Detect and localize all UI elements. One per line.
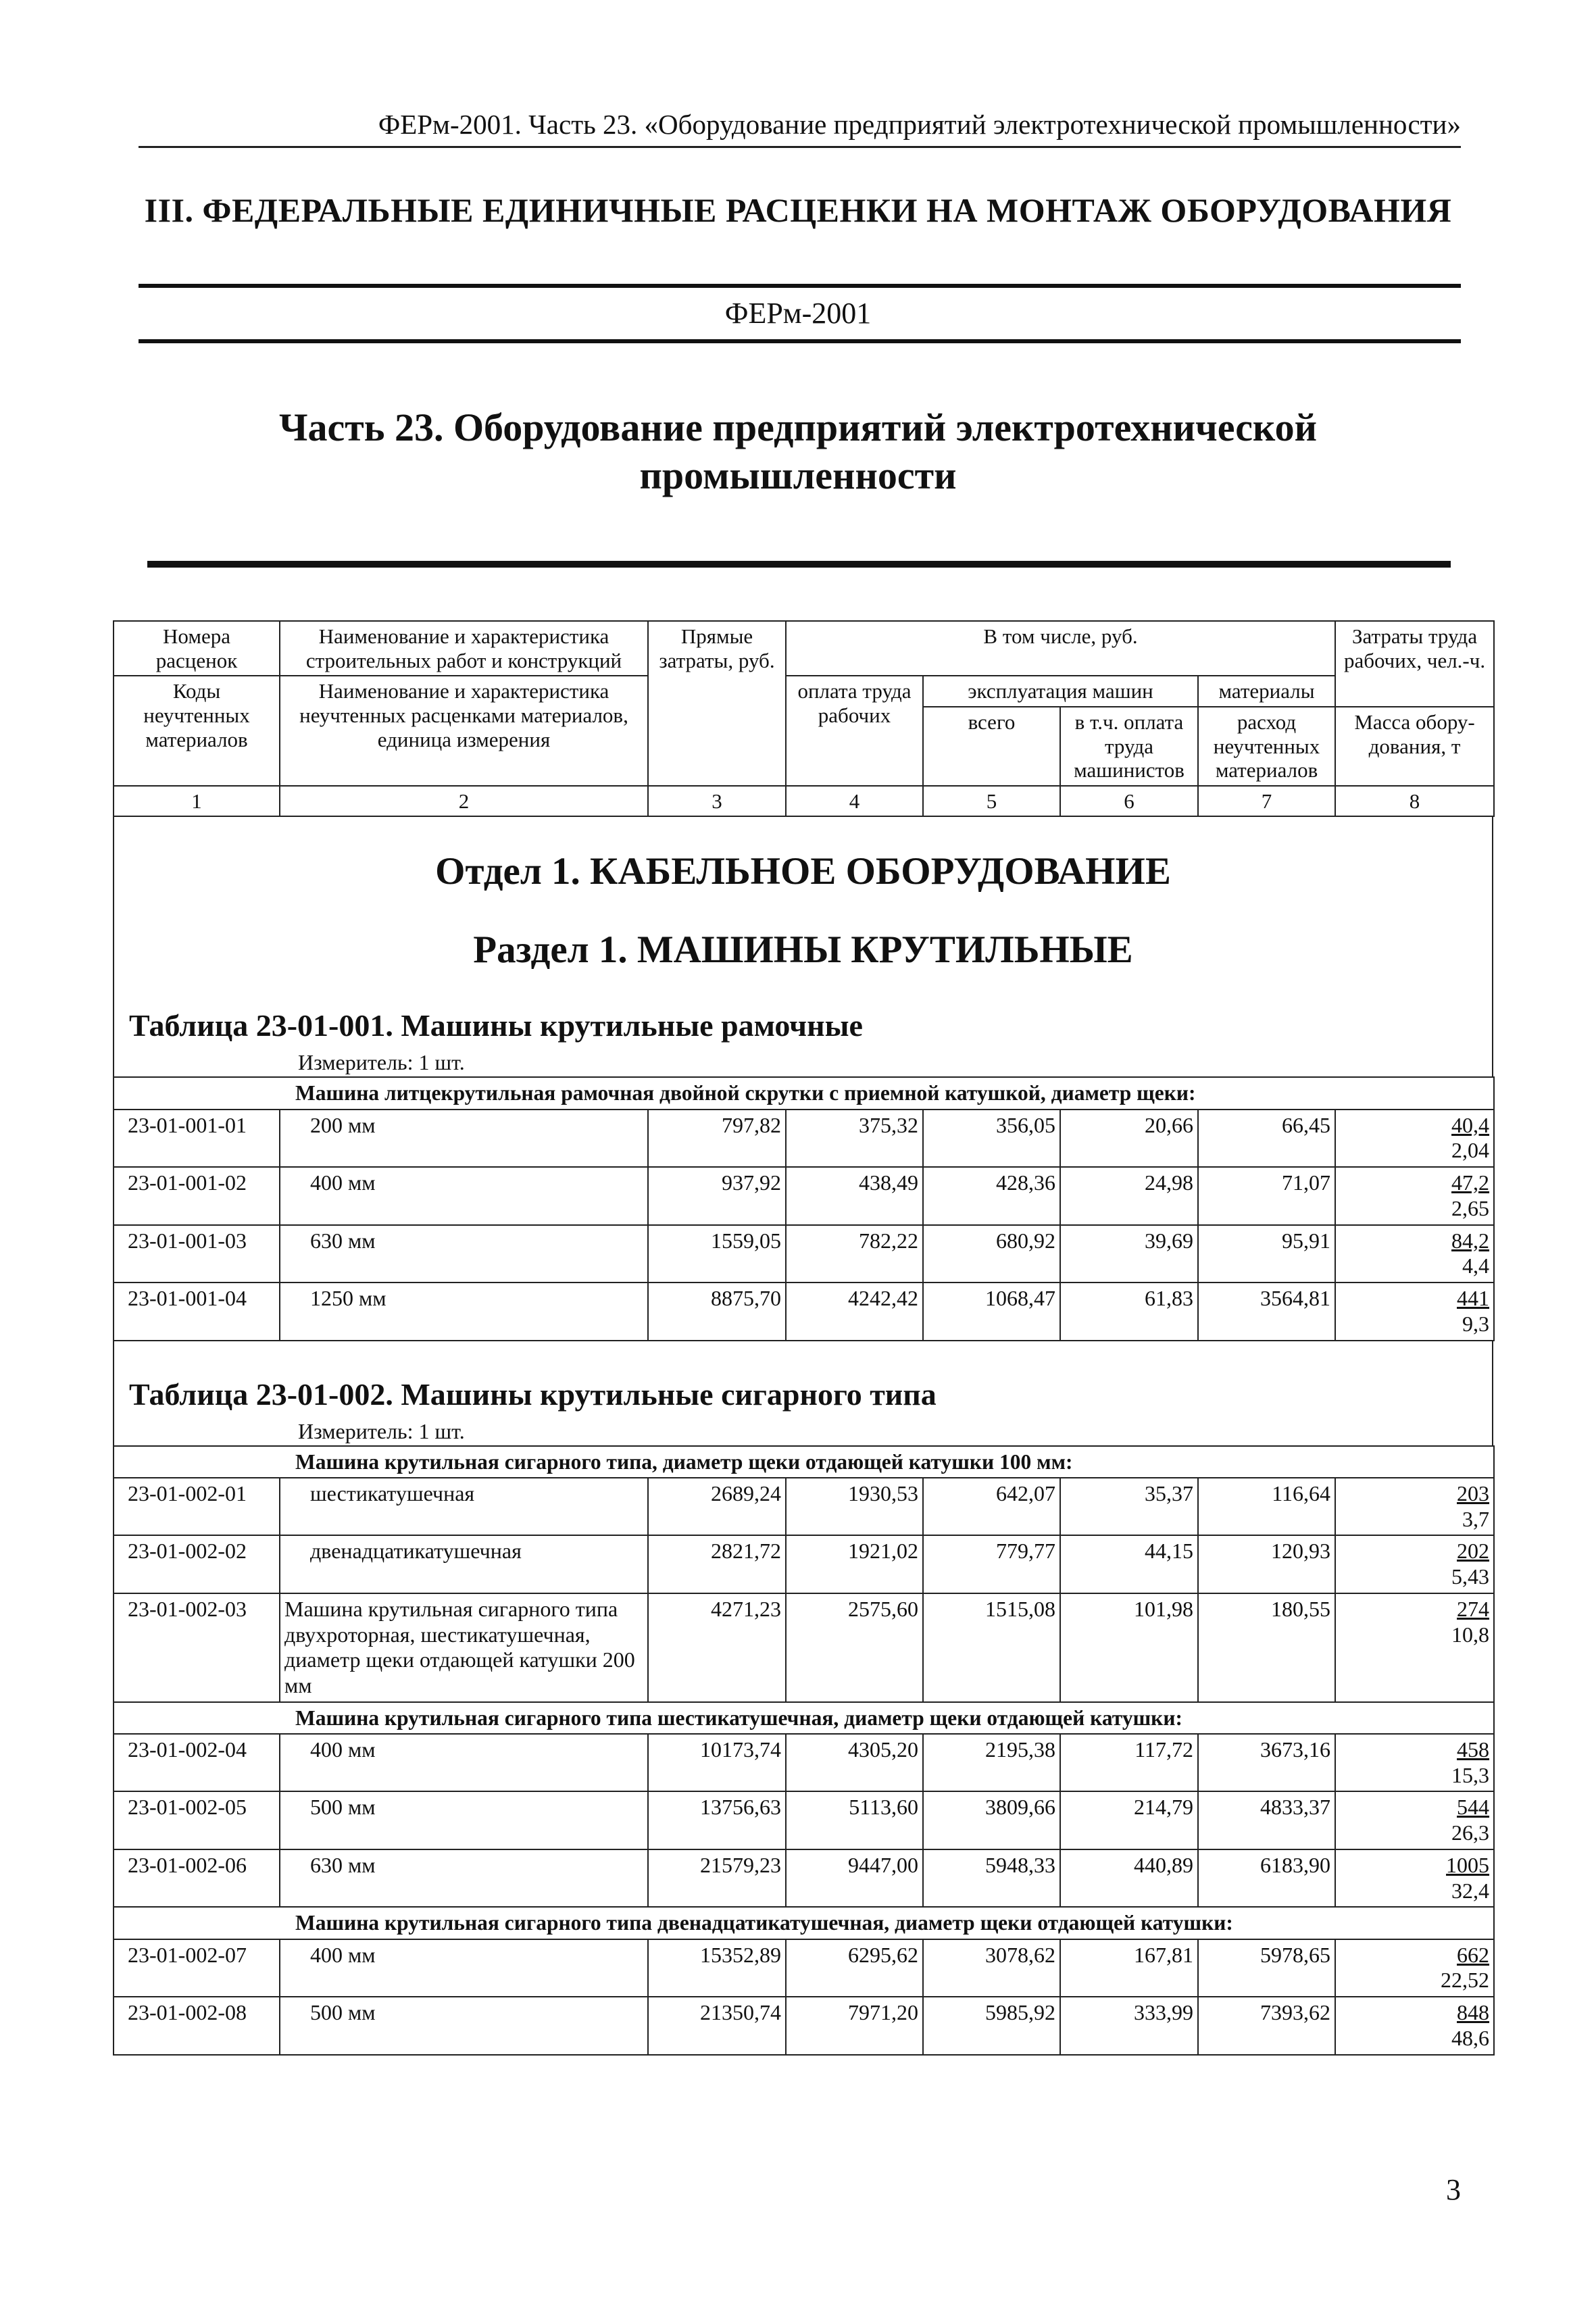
rule-top — [139, 284, 1461, 288]
labor-mass-cell — [1335, 1535, 1494, 1593]
table1-subheading: Машина литцекрутильная рамочная двойной скрутки с приемной катушкой, диаметр щеки: — [114, 1077, 1494, 1109]
rate-code: 23-01-001-01 — [114, 1110, 280, 1168]
equipment-mass: 32,4 — [1451, 1878, 1490, 1903]
labor-mass-cell — [1335, 1283, 1494, 1341]
direct-costs: 2689,24 — [648, 1478, 786, 1536]
table2-unit: Измеритель: 1 шт. — [298, 1418, 465, 1443]
work-name: 400 мм — [280, 1939, 648, 1997]
header-including-group: В том числе, руб. — [786, 621, 1335, 676]
equipment-mass: 26,3 — [1451, 1820, 1490, 1845]
direct-costs: 13756,63 — [648, 1791, 786, 1849]
rate-code: 23-01-002-05 — [114, 1791, 280, 1849]
table-row — [114, 1849, 1494, 1908]
rate-code: 23-01-002-04 — [114, 1734, 280, 1792]
table2-subheading2: Машина крутильная сигарного типа шестикатушечная, диаметр щеки отдающей катушки: — [114, 1702, 1494, 1734]
labor-mass-cell — [1335, 1791, 1494, 1849]
worker-pay: 1921,02 — [786, 1535, 923, 1593]
table-row — [114, 1939, 1494, 1997]
work-name: 500 мм — [280, 1997, 648, 2055]
direct-costs: 10173,74 — [648, 1734, 786, 1792]
rate-code: 23-01-001-02 — [114, 1167, 280, 1225]
rule-bottom — [139, 339, 1461, 343]
rate-code: 23-01-002-03 — [114, 1593, 280, 1702]
running-header: ФЕРм-2001. Часть 23. «Оборудование предприятий электротехнической промышленности» — [139, 108, 1461, 148]
content — [113, 620, 1493, 2056]
part-title-line1: Часть 23. Оборудование предприятий электротехнической — [278, 405, 1318, 449]
labor-hours: 544 — [1457, 1795, 1490, 1820]
worker-pay: 438,49 — [786, 1167, 923, 1225]
rate-code: 23-01-002-06 — [114, 1849, 280, 1908]
materials-cost: 120,93 — [1198, 1535, 1335, 1593]
table1-body — [114, 1110, 1494, 1341]
labor-hours: 202 — [1457, 1539, 1490, 1564]
operator-pay: 440,89 — [1060, 1849, 1198, 1908]
table2-title: Таблица 23-01-002. Машины крутильные сигарного типа — [129, 1376, 937, 1412]
header-machine-total: всего — [923, 707, 1060, 786]
labor-mass-cell — [1335, 1939, 1494, 1997]
table2-subheading1: Машина крутильная сигарного типа, диаметр щеки отдающей катушки 100 мм: — [114, 1446, 1494, 1478]
operator-pay: 61,83 — [1060, 1283, 1198, 1341]
materials-cost: 6183,90 — [1198, 1849, 1335, 1908]
materials-cost: 116,64 — [1198, 1478, 1335, 1536]
header-direct-costs: Прямые затраты, руб. — [648, 621, 786, 786]
work-name: 1250 мм — [280, 1283, 648, 1341]
direct-costs: 21579,23 — [648, 1849, 786, 1908]
table2-body3 — [114, 1939, 1494, 2055]
col-number: 3 — [648, 786, 786, 817]
header-equipment-mass: Масса обору-дования, т — [1335, 707, 1494, 786]
header-material-name: Наименование и характеристика неучтенных расценками материалов, единица измерения — [280, 676, 648, 786]
header-labor-costs: Затраты труда рабочих, чел.-ч. — [1335, 621, 1494, 707]
labor-hours: 1005 — [1446, 1852, 1490, 1877]
table-row — [114, 1593, 1494, 1702]
equipment-mass: 4,4 — [1462, 1253, 1490, 1278]
machine-total: 779,77 — [923, 1535, 1060, 1593]
machine-total: 3809,66 — [923, 1791, 1060, 1849]
part-title — [203, 404, 1393, 500]
table-row — [114, 1167, 1494, 1225]
table1-unit: Измеритель: 1 шт. — [298, 1050, 465, 1075]
labor-hours: 848 — [1457, 2000, 1490, 2025]
header-rate-numbers: Номера расценок — [114, 621, 280, 676]
col-number: 4 — [786, 786, 923, 817]
rate-code: 23-01-001-03 — [114, 1225, 280, 1283]
operator-pay: 20,66 — [1060, 1110, 1198, 1168]
machine-total: 1515,08 — [923, 1593, 1060, 1702]
operator-pay: 333,99 — [1060, 1997, 1198, 2055]
labor-mass-cell — [1335, 1849, 1494, 1908]
part-title-line2: промышленности — [639, 453, 957, 497]
direct-costs: 797,82 — [648, 1110, 786, 1168]
work-name: двенадцатикатушечная — [280, 1535, 648, 1593]
worker-pay: 5113,60 — [786, 1791, 923, 1849]
body-frame-2 — [113, 1341, 1493, 1445]
table1-title: Таблица 23-01-001. Машины крутильные рамочные — [129, 1008, 863, 1043]
rate-code: 23-01-002-08 — [114, 1997, 280, 2055]
worker-pay: 782,22 — [786, 1225, 923, 1283]
table-row — [114, 1225, 1494, 1283]
worker-pay: 2575,60 — [786, 1593, 923, 1702]
standard-label: ФЕРм-2001 — [724, 297, 872, 330]
table-row — [114, 1478, 1494, 1536]
machine-total: 356,05 — [923, 1110, 1060, 1168]
work-name: 400 мм — [280, 1167, 648, 1225]
body-frame — [113, 817, 1493, 1076]
equipment-mass: 2,04 — [1451, 1138, 1490, 1163]
department-title: Отдел 1. КАБЕЛЬНОЕ ОБОРУДОВАНИЕ — [435, 850, 1171, 893]
materials-cost: 95,91 — [1198, 1225, 1335, 1283]
worker-pay: 375,32 — [786, 1110, 923, 1168]
machine-total: 1068,47 — [923, 1283, 1060, 1341]
table-row — [114, 1283, 1494, 1341]
operator-pay: 101,98 — [1060, 1593, 1198, 1702]
header-machine-operation: эксплуатация машин — [923, 676, 1198, 707]
equipment-mass: 22,52 — [1441, 1968, 1490, 1993]
direct-costs: 2821,72 — [648, 1535, 786, 1593]
labor-hours: 203 — [1457, 1480, 1490, 1505]
materials-cost: 66,45 — [1198, 1110, 1335, 1168]
labor-hours: 84,2 — [1451, 1228, 1490, 1253]
header-work-name: Наименование и характеристика строительных работ и конструкций — [280, 621, 648, 676]
direct-costs: 937,92 — [648, 1167, 786, 1225]
machine-total: 5948,33 — [923, 1849, 1060, 1908]
equipment-mass: 9,3 — [1462, 1311, 1490, 1336]
worker-pay: 4242,42 — [786, 1283, 923, 1341]
labor-mass-cell — [1335, 1734, 1494, 1792]
labor-mass-cell — [1335, 1225, 1494, 1283]
direct-costs: 21350,74 — [648, 1997, 786, 2055]
col-number: 8 — [1335, 786, 1494, 817]
work-name: 500 мм — [280, 1791, 648, 1849]
table2-subheading3-row — [114, 1907, 1494, 1939]
header-worker-pay: оплата труда рабочих — [786, 676, 923, 786]
table2-subheading3: Машина крутильная сигарного типа двенадцатикатушечная, диаметр щеки отдающей катушки: — [114, 1907, 1494, 1939]
table1-rows — [113, 1076, 1495, 1341]
heavy-rule — [147, 561, 1451, 568]
materials-cost: 5978,65 — [1198, 1939, 1335, 1997]
header-unaccounted-materials: расход неучтенных материалов — [1198, 707, 1335, 786]
table-row — [114, 1734, 1494, 1792]
subsection-title: Раздел 1. МАШИНЫ КРУТИЛЬНЫЕ — [473, 928, 1133, 972]
col-number: 7 — [1198, 786, 1335, 817]
header-materials: материалы — [1198, 676, 1335, 707]
direct-costs: 15352,89 — [648, 1939, 786, 1997]
labor-hours: 441 — [1457, 1286, 1490, 1311]
direct-costs: 4271,23 — [648, 1593, 786, 1702]
section-title: III. ФЕДЕРАЛЬНЫЕ ЕДИНИЧНЫЕ РАСЦЕНКИ НА МОНТАЖ ОБОРУДОВАНИЯ — [144, 191, 1452, 229]
header-material-codes: Коды неучтенных материалов — [114, 676, 280, 786]
col-number: 2 — [280, 786, 648, 817]
page-number: 3 — [1446, 2173, 1461, 2206]
work-name: Машина крутильная сигарного типа двухроторная, шестикатушечная, диаметр щеки отдающей катушки 200 мм — [280, 1593, 648, 1702]
equipment-mass: 5,43 — [1451, 1564, 1490, 1589]
table2-rows — [113, 1445, 1495, 2056]
direct-costs: 1559,05 — [648, 1225, 786, 1283]
worker-pay: 9447,00 — [786, 1849, 923, 1908]
work-name: 200 мм — [280, 1110, 648, 1168]
labor-mass-cell — [1335, 1110, 1494, 1168]
table-row — [114, 1110, 1494, 1168]
worker-pay: 4305,20 — [786, 1734, 923, 1792]
table-row — [114, 1997, 1494, 2055]
column-header-table — [113, 620, 1495, 817]
machine-total: 680,92 — [923, 1225, 1060, 1283]
table2-subheading2-row — [114, 1702, 1494, 1734]
rate-code: 23-01-002-07 — [114, 1939, 280, 1997]
work-name: 630 мм — [280, 1849, 648, 1908]
rate-code: 23-01-002-01 — [114, 1478, 280, 1536]
table2-body2 — [114, 1734, 1494, 1908]
labor-hours: 40,4 — [1451, 1112, 1490, 1137]
work-name: 630 мм — [280, 1225, 648, 1283]
operator-pay: 44,15 — [1060, 1535, 1198, 1593]
table-row — [114, 1535, 1494, 1593]
labor-mass-cell — [1335, 1997, 1494, 2055]
worker-pay: 6295,62 — [786, 1939, 923, 1997]
table1-subheading-row — [114, 1077, 1494, 1109]
operator-pay: 24,98 — [1060, 1167, 1198, 1225]
equipment-mass: 3,7 — [1462, 1506, 1490, 1531]
machine-total: 428,36 — [923, 1167, 1060, 1225]
equipment-mass: 10,8 — [1451, 1622, 1490, 1647]
labor-hours: 47,2 — [1451, 1170, 1490, 1195]
col-number: 5 — [923, 786, 1060, 817]
equipment-mass: 2,65 — [1451, 1195, 1490, 1220]
materials-cost: 3564,81 — [1198, 1283, 1335, 1341]
materials-cost: 3673,16 — [1198, 1734, 1335, 1792]
machine-total: 2195,38 — [923, 1734, 1060, 1792]
rate-code: 23-01-002-02 — [114, 1535, 280, 1593]
worker-pay: 1930,53 — [786, 1478, 923, 1536]
materials-cost: 7393,62 — [1198, 1997, 1335, 2055]
labor-hours: 458 — [1457, 1737, 1490, 1762]
labor-hours: 274 — [1457, 1596, 1490, 1621]
col-number: 6 — [1060, 786, 1198, 817]
rate-code: 23-01-001-04 — [114, 1283, 280, 1341]
direct-costs: 8875,70 — [648, 1283, 786, 1341]
materials-cost: 4833,37 — [1198, 1791, 1335, 1849]
operator-pay: 167,81 — [1060, 1939, 1198, 1997]
worker-pay: 7971,20 — [786, 1997, 923, 2055]
operator-pay: 214,79 — [1060, 1791, 1198, 1849]
equipment-mass: 48,6 — [1451, 2025, 1490, 2050]
equipment-mass: 15,3 — [1451, 1762, 1490, 1787]
labor-mass-cell — [1335, 1593, 1494, 1702]
table2-subheading1-row — [114, 1446, 1494, 1478]
column-numbers-row — [114, 786, 1494, 817]
table2-body1 — [114, 1478, 1494, 1702]
labor-mass-cell — [1335, 1167, 1494, 1225]
machine-total: 642,07 — [923, 1478, 1060, 1536]
operator-pay: 35,37 — [1060, 1478, 1198, 1536]
col-number: 1 — [114, 786, 280, 817]
operator-pay: 39,69 — [1060, 1225, 1198, 1283]
machine-total: 5985,92 — [923, 1997, 1060, 2055]
operator-pay: 117,72 — [1060, 1734, 1198, 1792]
header-operator-pay: в т.ч. оплата труда машинистов — [1060, 707, 1198, 786]
machine-total: 3078,62 — [923, 1939, 1060, 1997]
labor-hours: 662 — [1457, 1942, 1490, 1967]
materials-cost: 71,07 — [1198, 1167, 1335, 1225]
labor-mass-cell — [1335, 1478, 1494, 1536]
work-name: 400 мм — [280, 1734, 648, 1792]
materials-cost: 180,55 — [1198, 1593, 1335, 1702]
table-row — [114, 1791, 1494, 1849]
work-name: шестикатушечная — [280, 1478, 648, 1536]
